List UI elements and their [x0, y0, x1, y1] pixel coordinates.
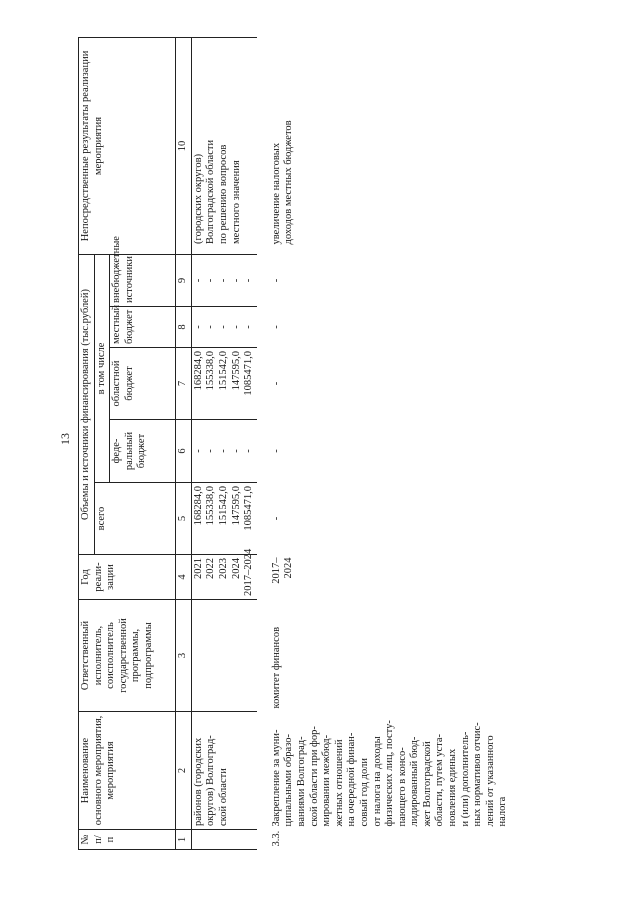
result-line: Волгоградской области	[205, 139, 217, 244]
federal-value: -	[230, 449, 242, 453]
year-value: 2021	[192, 558, 204, 579]
name-line: мировании межбюд-	[321, 734, 333, 827]
name-line: жет Волгоградской	[421, 741, 433, 827]
header-local: местный бюджет	[110, 307, 176, 348]
name-line: лений от указанного	[484, 735, 496, 827]
header-num: № п/п	[79, 830, 176, 850]
col-number: 5	[176, 483, 192, 555]
table-row-continued	[191, 37, 256, 849]
row-local-cell	[191, 307, 256, 348]
year-value: 2017–2024	[270, 557, 295, 584]
row-result-cell	[191, 37, 256, 254]
total-value: -	[270, 516, 282, 521]
header-executor: Ответственный исполнитель, соисполнитель государственной программы, подпрограммы	[79, 600, 176, 712]
offbudget-value: -	[230, 278, 242, 283]
header-funding: Объемы и источники финансирования (тыс.рублей)	[79, 254, 95, 554]
row-local-cell	[257, 307, 511, 348]
result-line: по решению вопросов	[217, 144, 229, 244]
row-num-cell	[191, 830, 256, 850]
header-incl: в том числе	[94, 254, 110, 482]
offbudget-value: -	[270, 278, 282, 283]
col-number: 7	[176, 348, 192, 420]
regional-value: 155338,0	[205, 351, 217, 391]
row-offbudget-cell	[257, 254, 511, 306]
row-num-cell	[257, 830, 511, 850]
name-line: пающего в консо-	[396, 747, 408, 827]
table-row-3-3	[257, 37, 511, 849]
name-line: ской области при фор-	[308, 726, 320, 827]
local-value: -	[270, 325, 282, 329]
offbudget-value: -	[243, 278, 255, 283]
name-line: жетных отношений	[333, 739, 345, 827]
total-value: 1085471,0	[243, 486, 255, 531]
row-name-cell	[257, 712, 511, 830]
col-number: 2	[176, 712, 192, 830]
local-value: -	[205, 325, 217, 329]
row-executor-cell	[191, 600, 256, 712]
col-number: 8	[176, 307, 192, 348]
row-offbudget-cell	[191, 254, 256, 306]
name-line: лидированный бюд-	[409, 736, 421, 827]
federal-value: -	[243, 449, 255, 453]
col-number: 3	[176, 600, 192, 712]
regional-value: 168284,0	[192, 351, 204, 391]
row-federal-cell	[191, 420, 256, 483]
header-offbudget: внебюджетные источники	[110, 254, 176, 306]
name-line: и (или) дополнитель-	[459, 731, 471, 827]
name-line: ципальными образо-	[283, 733, 295, 827]
col-number: 1	[176, 830, 192, 850]
row-year-cell	[191, 548, 256, 600]
local-value: -	[243, 325, 255, 329]
result-line: (городских округов)	[192, 153, 204, 244]
row-total-cell	[257, 483, 511, 555]
col-number: 6	[176, 420, 192, 483]
header-results: Непосредственные результаты реализации мероприятия	[79, 37, 176, 254]
federal-value: -	[270, 449, 282, 453]
result-line: местного значения	[230, 160, 242, 244]
regional-value: -	[270, 381, 282, 386]
offbudget-value: -	[217, 278, 229, 283]
regional-value: 151542,0	[217, 351, 229, 391]
total-value: 168284,0	[192, 486, 204, 526]
year-value: 2017–2024	[243, 548, 255, 596]
rotated-page	[78, 38, 616, 850]
federal-value: -	[192, 449, 204, 453]
local-value: -	[192, 325, 204, 329]
offbudget-value: -	[192, 278, 204, 283]
header-regional: областной бюджет	[110, 348, 176, 420]
row-executor-cell	[257, 600, 511, 712]
header-total: всего	[94, 483, 176, 555]
year-value: 2024	[230, 558, 242, 579]
page-number: 13	[58, 433, 72, 445]
result-line: увеличение налоговых	[270, 142, 282, 245]
name-line: налога	[497, 796, 509, 827]
name-line: Закрепление за муни-	[270, 729, 282, 827]
row-regional-cell	[257, 348, 511, 420]
header-row-1	[79, 37, 95, 849]
result-line: доходов местных бюджетов	[283, 120, 295, 245]
name-line: ных нормативов отчис-	[472, 722, 484, 827]
header-year: Год реали- зации	[79, 555, 176, 600]
row-regional-cell	[191, 348, 256, 420]
name-line: от налога на доходы	[371, 736, 383, 827]
row-year-cell	[257, 555, 511, 600]
row-number: 3.3.	[270, 830, 282, 847]
year-value: 2022	[205, 558, 217, 579]
offbudget-value: -	[205, 278, 217, 283]
regional-value: 147595,0	[230, 351, 242, 391]
federal-value: -	[217, 449, 229, 453]
year-value: 2023	[217, 558, 229, 579]
regional-value: 1085471,0	[243, 351, 255, 396]
row-result-cell	[257, 37, 511, 254]
header-name: Наименование основного мероприятия, мероприятия	[79, 712, 176, 830]
local-value: -	[230, 325, 242, 329]
name-line: совый год доли	[358, 758, 370, 827]
header-federal: феде- ральный бюджет	[110, 420, 176, 483]
total-value: 147595,0	[230, 486, 242, 526]
column-number-row	[176, 37, 192, 849]
name-line: новления единых	[447, 748, 459, 827]
funding-table	[78, 37, 511, 850]
executor-value: комитет финансов	[270, 626, 282, 709]
col-number: 9	[176, 254, 192, 306]
name-line: области, путем уста-	[434, 733, 446, 827]
name-line: на очередной финан-	[346, 732, 358, 827]
name-line: округов) Волгоград-	[205, 735, 217, 826]
local-value: -	[217, 325, 229, 329]
total-value: 151542,0	[217, 486, 229, 526]
name-line: ской области	[217, 768, 229, 826]
total-value: 155338,0	[205, 486, 217, 526]
name-line: физических лиц, посту-	[384, 720, 396, 827]
name-line: районов (городских	[192, 737, 204, 826]
federal-value: -	[205, 449, 217, 453]
col-number: 4	[176, 555, 192, 600]
row-federal-cell	[257, 420, 511, 483]
row-name-cell	[191, 712, 256, 830]
col-number: 10	[176, 37, 192, 254]
row-total-cell	[191, 483, 256, 555]
name-line: ваниями Волгоград-	[295, 736, 307, 827]
